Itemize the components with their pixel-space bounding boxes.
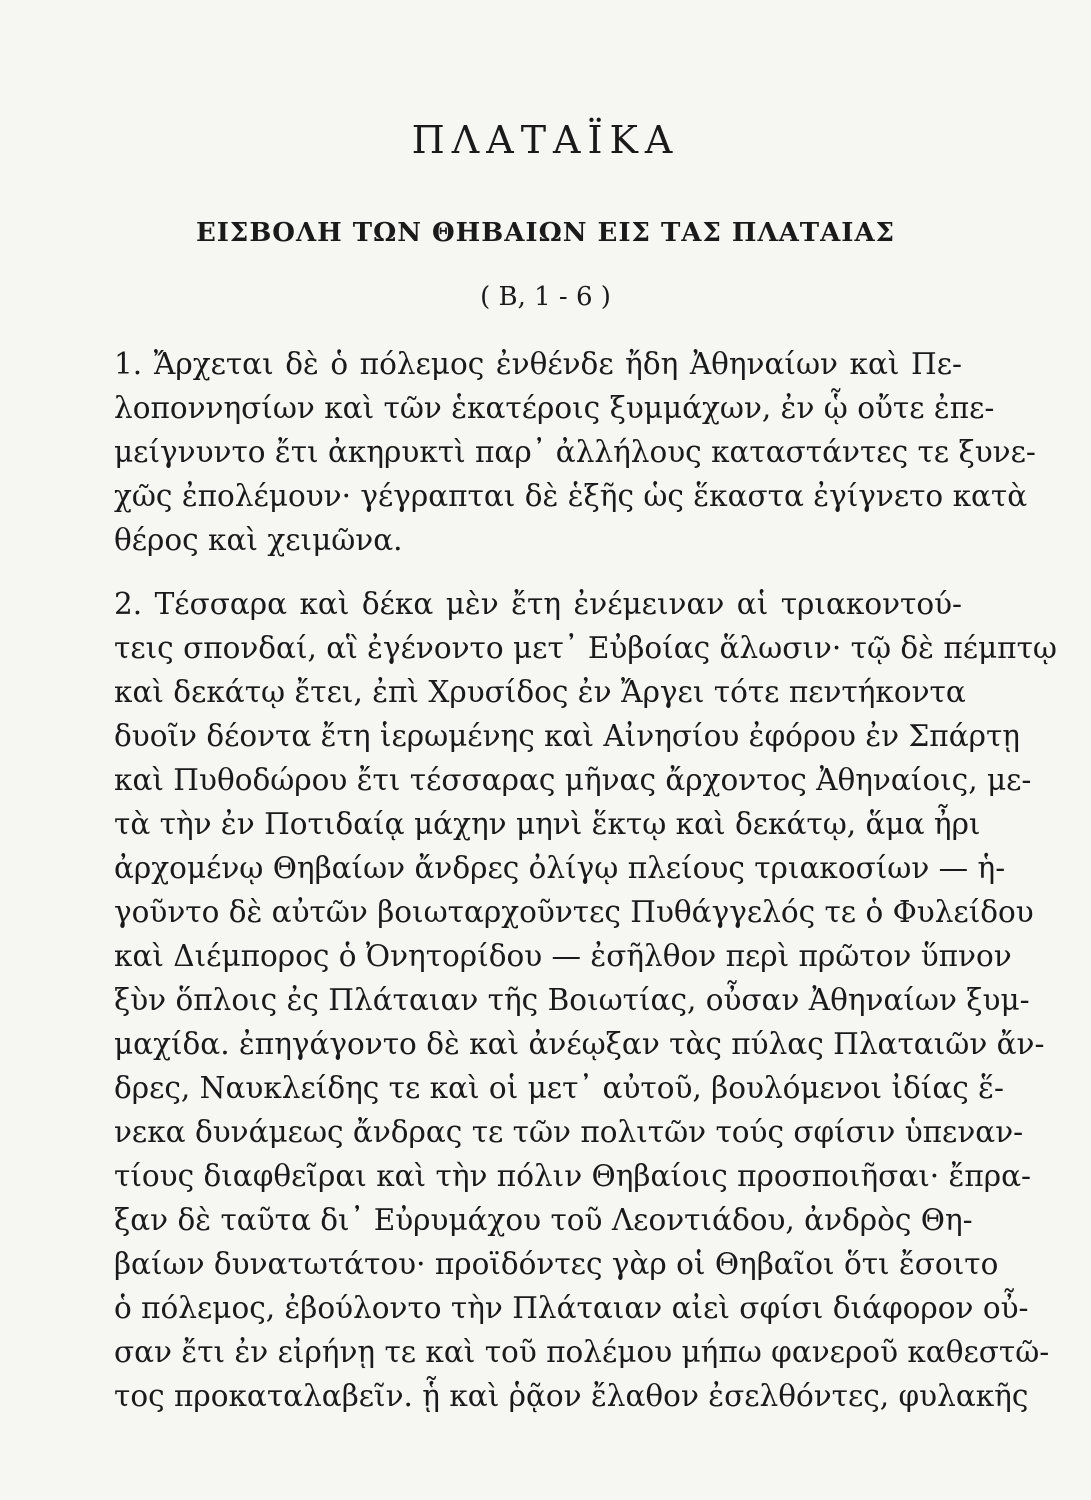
text-line: καὶ δεκάτῳ ἔτει, ἐπὶ Χρυσίδος ἐν Ἄργει τότε πεντήκοντα [114, 675, 966, 709]
text-line: θέρος καὶ χειμῶνα. [114, 523, 403, 557]
text-line: τος προκαταλαβεῖν. ᾗ καὶ ῥᾷον ἔλαθον ἐσελθόντες, φυλακῆς [114, 1379, 1029, 1413]
text-line: ὁ πόλεμος, ἐβούλοντο τὴν Πλάταιαν αἰεὶ σφίσι διάφορον οὖ- [114, 1291, 1029, 1325]
text-line: 1. Ἄρχεται δὲ ὁ πόλεμος ἐνθένδε ἤδη Ἀθηναίων καὶ Πε- [114, 347, 962, 381]
text-line: τεις σπονδαί, αἳ ἐγένοντο μετ᾽ Εὐβοίας ἅλωσιν· τῷ δὲ πέμπτῳ [114, 631, 1057, 665]
text-line: ξαν δὲ ταῦτα δι᾽ Εὐρυμάχου τοῦ Λεοντιάδου, ἀνδρὸς Θη- [114, 1203, 973, 1237]
text-line: ξὺν ὅπλοις ἐς Πλάταιαν τῆς Βοιωτίας, οὖσαν Ἀθηναίων ξυμ- [114, 983, 1030, 1017]
text-line: ἀρχομένῳ Θηβαίων ἄνδρες ὀλίγῳ πλείους τριακοσίων — ἡ- [114, 851, 1006, 885]
paragraph-1 [114, 342, 1036, 562]
paragraph-2 [114, 582, 1057, 1418]
text-line: τὰ τὴν ἐν Ποτιδαίᾳ μάχην μηνὶ ἕκτῳ καὶ δεκάτῳ, ἅμα ἦρι [114, 807, 981, 841]
text-line: γοῦντο δὲ αὐτῶν βοιωταρχοῦντες Πυθάγγελός τε ὁ Φυλείδου [114, 895, 1034, 929]
page-title: ΠΛΑΤΑΪΚΑ [411, 118, 680, 162]
section-reference: ( Β, 1 - 6 ) [480, 282, 611, 312]
text-line: δυοῖν δέοντα ἔτη ἱερωμένης καὶ Αἰνησίου ἐφόρου ἐν Σπάρτῃ [114, 719, 1020, 753]
text-line: τίους διαφθεῖραι καὶ τὴν πόλιν Θηβαίοις προσποιῆσαι· ἔπρα- [114, 1159, 1032, 1193]
chapter-subtitle: ΕΙΣΒΟΛΗ ΤΩΝ ΘΗΒΑΙΩΝ ΕΙΣ ΤΑΣ ΠΛΑΤΑΙΑΣ [195, 218, 896, 248]
text-line: μείγνυντο ἔτι ἀκηρυκτὶ παρ᾽ ἀλλήλους καταστάντες τε ξυνε- [114, 435, 1036, 469]
text-line: δρες, Ναυκλείδης τε καὶ οἱ μετ᾽ αὐτοῦ, βουλόμενοι ἰδίας ἕ- [114, 1071, 1004, 1105]
text-line: νεκα δυνάμεως ἄνδρας τε τῶν πολιτῶν τούς σφίσιν ὑπεναν- [114, 1115, 1024, 1149]
text-line: μαχίδα. ἐπηγάγοντο δὲ καὶ ἀνέῳξαν τὰς πύλας Πλαταιῶν ἄν- [114, 1027, 1045, 1061]
text-line: βαίων δυνατωτάτου· προϊδόντες γὰρ οἱ Θηβαῖοι ὅτι ἔσοιτο [114, 1247, 999, 1281]
text-line: καὶ Διέμπορος ὁ Ὀνητορίδου — ἐσῆλθον περὶ πρῶτον ὕπνον [114, 939, 1012, 973]
text-line: 2. Τέσσαρα καὶ δέκα μὲν ἔτη ἐνέμειναν αἱ τριακοντού- [114, 587, 962, 621]
text-line: καὶ Πυθοδώρου ἔτι τέσσαρας μῆνας ἄρχοντος Ἀθηναίοις, με- [114, 763, 1032, 797]
text-line: λοποννησίων καὶ τῶν ἑκατέροις ξυμμάχων, ἐν ᾧ οὔτε ἐπε- [114, 391, 995, 425]
text-line: σαν ἔτι ἐν εἰρήνῃ τε καὶ τοῦ πολέμου μήπω φανεροῦ καθεστῶ- [114, 1335, 1050, 1369]
text-line: χῶς ἐπολέμουν· γέγραπται δὲ ἑξῆς ὡς ἕκαστα ἐγίγνετο κατὰ [114, 479, 1028, 513]
